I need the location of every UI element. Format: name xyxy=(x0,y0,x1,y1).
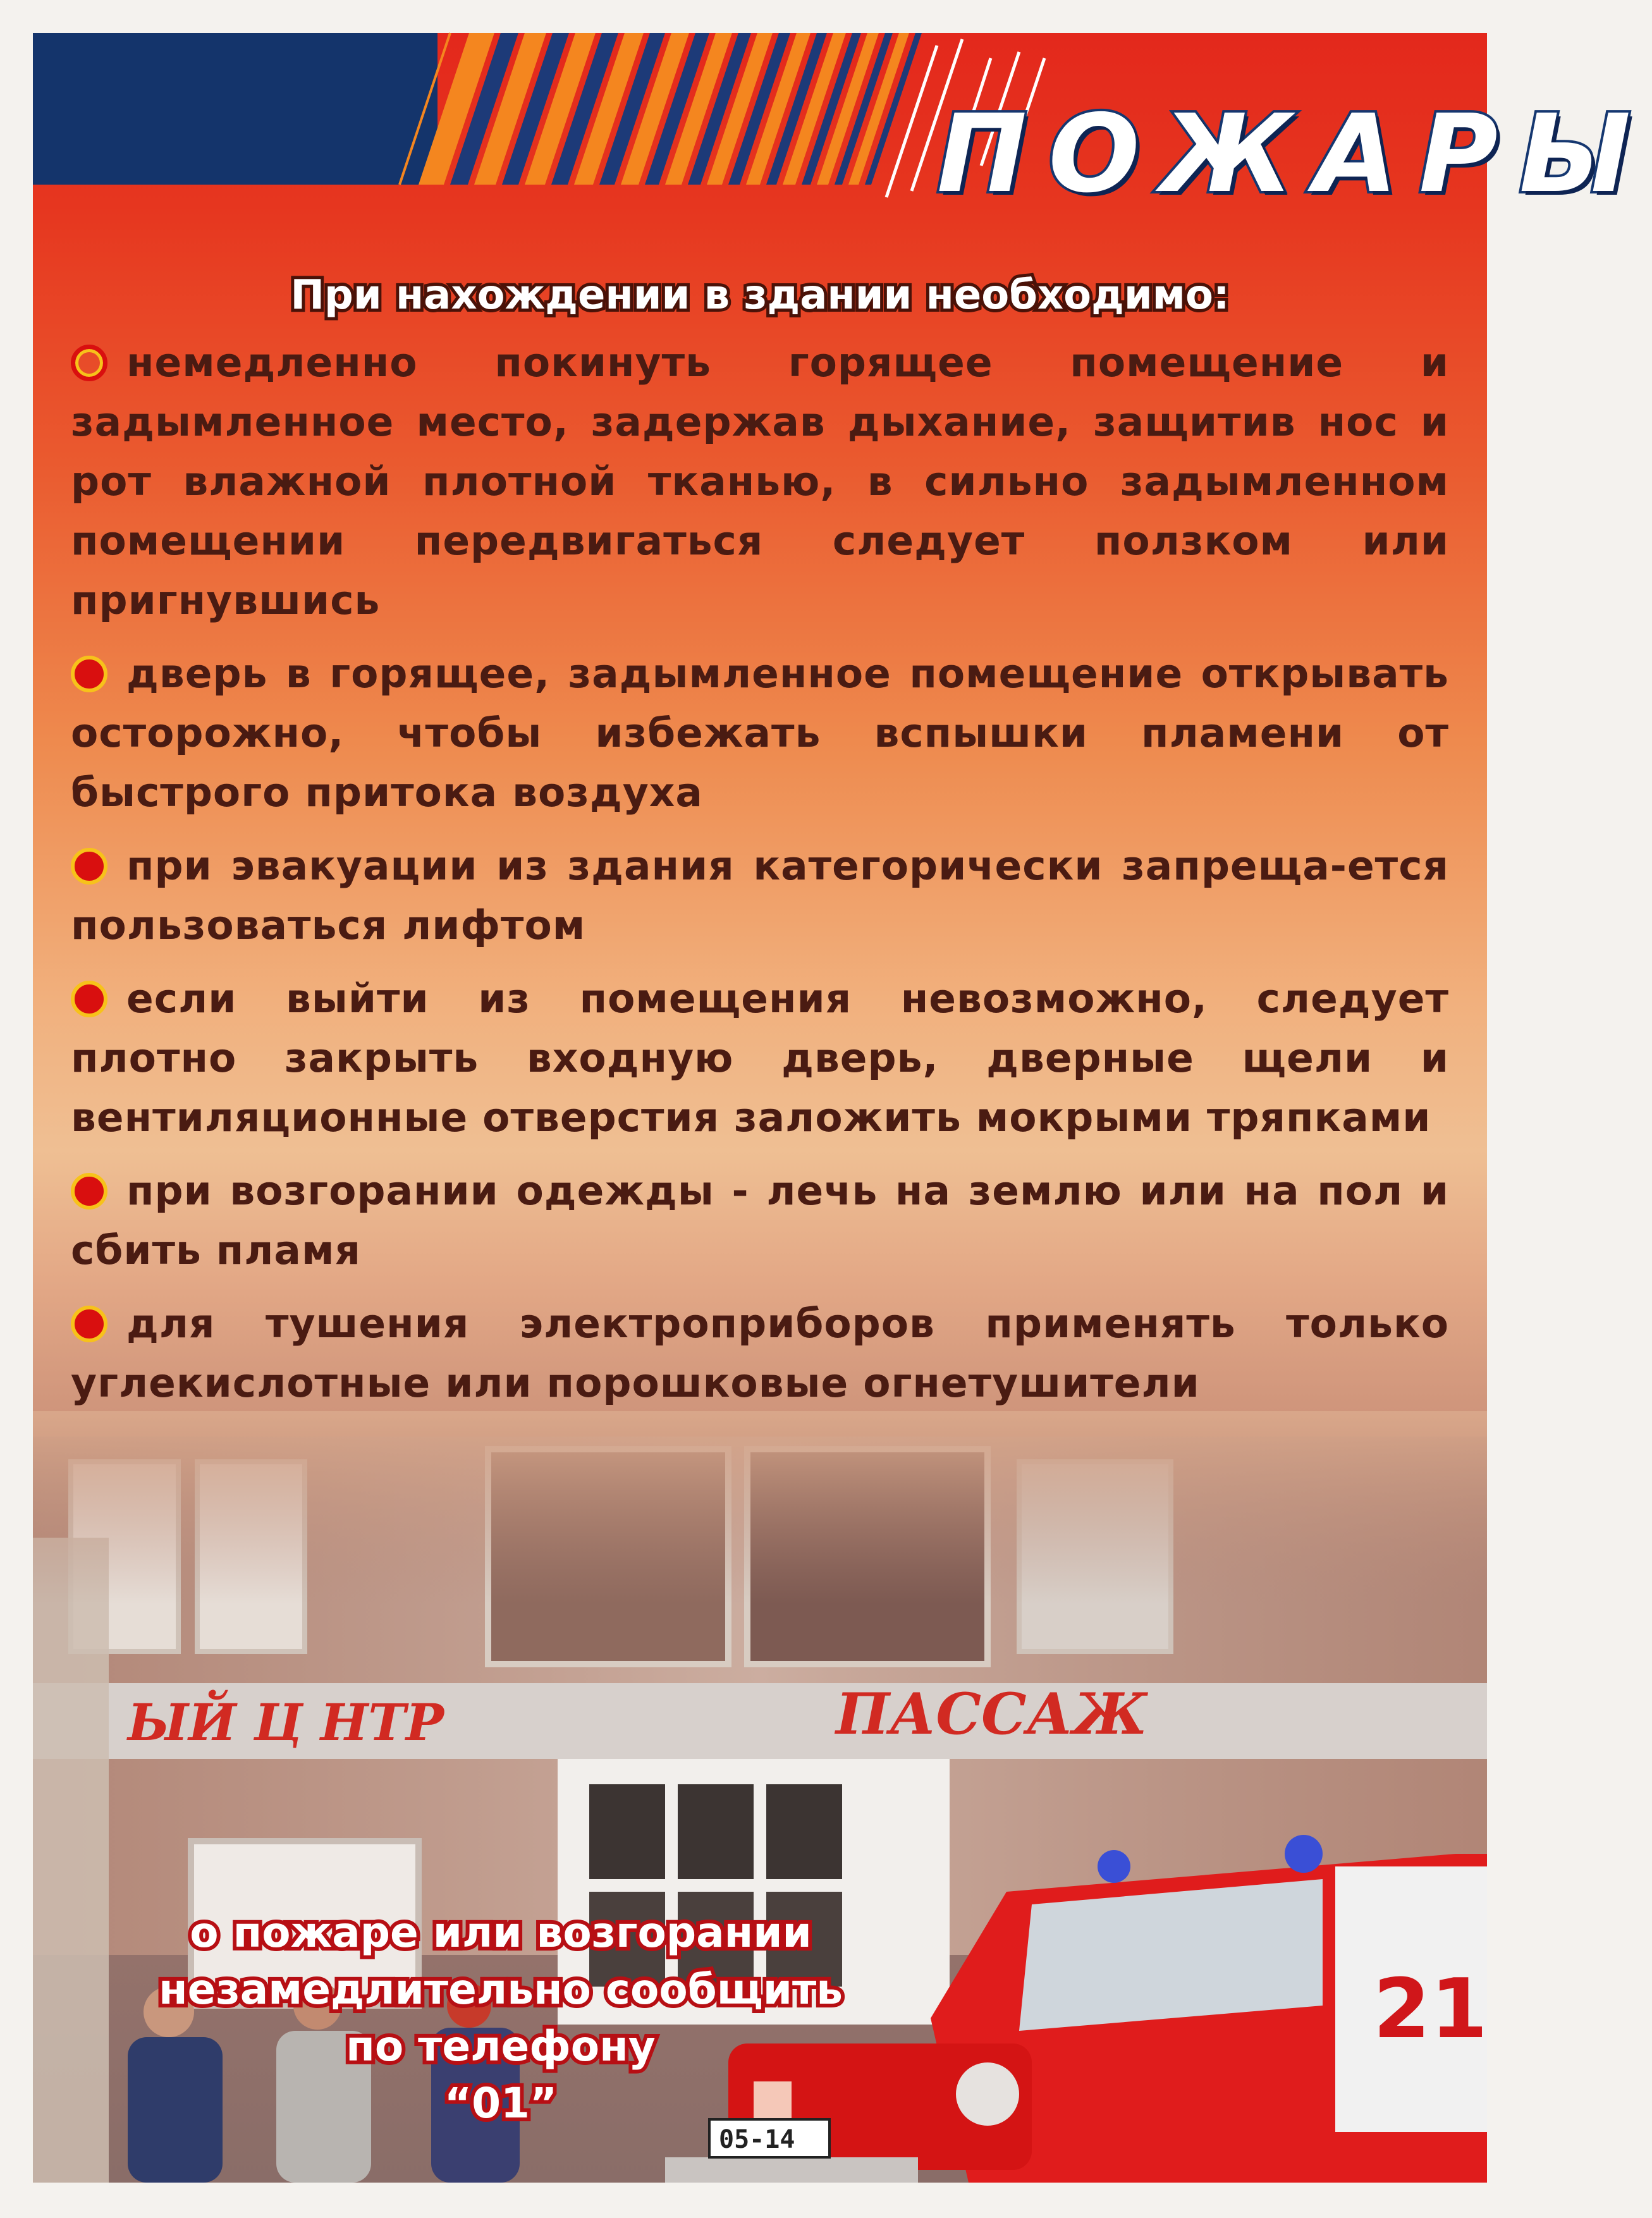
rule-text: дверь в горящее, задымленное помещение открывать осторожно, чтобы избежать вспышки пламени от быстрого притока воздуха xyxy=(71,651,1449,816)
rule-item xyxy=(71,1161,1449,1280)
rule-item xyxy=(71,836,1449,955)
bullet-dot-icon xyxy=(71,981,107,1017)
safety-rules-list xyxy=(71,333,1449,1427)
rule-item xyxy=(71,644,1449,823)
callout-line-3: по телефону xyxy=(346,2022,656,2071)
bullet-circle-icon xyxy=(71,345,107,381)
callout-phone-number: “01” xyxy=(444,2079,558,2128)
rule-item xyxy=(71,969,1449,1148)
rule-text: немедленно покинуть горящее помещение и задымленное место, задержав дыхание, защитив нос и рот влажной плотной тканью, в сильно задымленном помещении передвигаться следует ползком или пригнувшись xyxy=(71,340,1449,623)
rule-item xyxy=(71,333,1449,630)
rule-text: для тушения электроприборов применять только углекислотные или порошковые огнетушители xyxy=(71,1301,1449,1406)
fire-safety-poster xyxy=(33,33,1652,2183)
rule-item xyxy=(71,1294,1449,1413)
rule-text: если выйти из помещения невозможно, следует плотно закрыть входную дверь, дверные щели и вентиляционные отверстия заложить мокрыми тряпками xyxy=(71,976,1449,1141)
rule-text: при возгорании одежды - лечь на землю или на пол и сбить пламя xyxy=(71,1168,1449,1273)
callout-line-1: о пожаре или возгорании xyxy=(190,1908,812,1957)
rule-text: при эвакуации из здания категорически запреща-ется пользоваться лифтом xyxy=(71,843,1449,948)
bullet-dot-icon xyxy=(71,656,107,692)
poster-subtitle: При нахождении в здании необходимо: xyxy=(290,272,1230,319)
bullet-dot-icon xyxy=(71,1306,107,1342)
bullet-dot-icon xyxy=(71,1173,107,1210)
emergency-callout xyxy=(90,1904,912,2132)
bullet-dot-icon xyxy=(71,848,107,885)
poster-title: ПОЖАРЫ xyxy=(937,92,1652,217)
callout-line-2: незамедлительно сообщить xyxy=(159,1965,843,2014)
